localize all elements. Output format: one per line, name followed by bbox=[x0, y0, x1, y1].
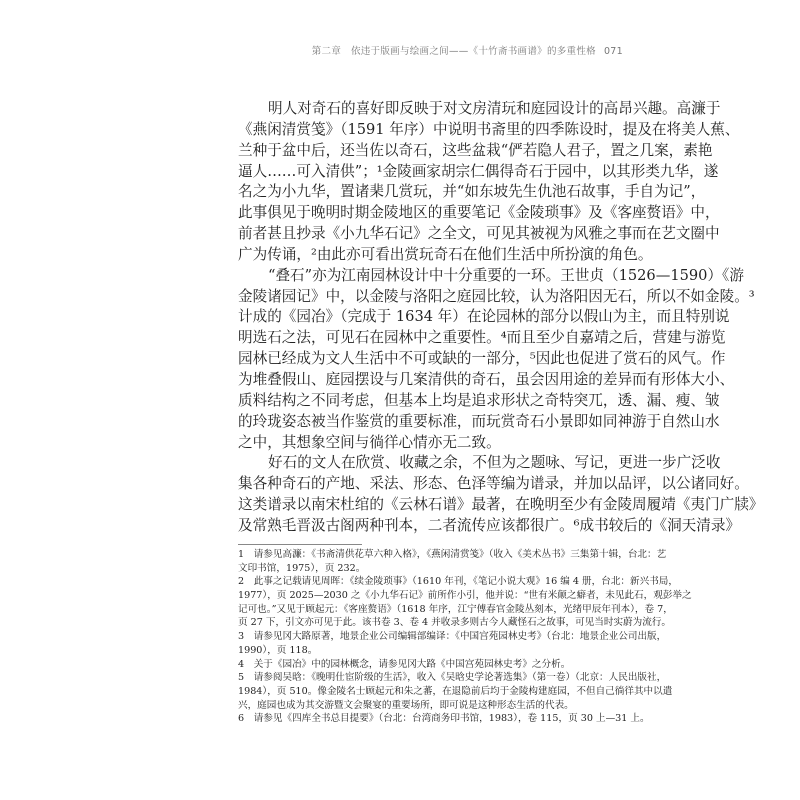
footnote-line: 页 27 下，引文亦可见于此。该书卷 3、卷 4 并收录多则古今人藏怪石之故事，可见当时实蔚为流行。 bbox=[238, 617, 672, 629]
body-line: 之中，其想象空间与徜徉心情亦无二致。 bbox=[238, 433, 501, 451]
footnote-line: 4 关于《园冶》中的园林概念，请参见冈大路《中国宫苑园林史考》之分析。 bbox=[238, 658, 571, 670]
body-line: 的玲珑姿态被当作鉴赏的重要标准，而玩赏奇石小景即如同神游于自然山水 bbox=[238, 412, 720, 430]
footnote-separator bbox=[238, 544, 362, 545]
body-line: 及常熟毛晋汲古阁两种刊本，二者流传应该都很广。⁶成书较后的《洞天清录》 bbox=[238, 516, 741, 534]
footnote-line: 2 此事之记载请见周晖：《续金陵琐事》（1610 年刊，《笔记小说大观》16 编 4 册，台北：新兴书局， bbox=[238, 576, 678, 588]
footnote-line: 5 请参阅吴晗：《晚明仕宦阶级的生活》，收入《吴晗史学论著选集》（第一卷）（北京：人民出版社， bbox=[238, 672, 667, 684]
body-line: 兰种于盆中后，还当佐以奇石，这些盆栽“俨若隐人君子，置之几案，素艳 bbox=[238, 141, 713, 159]
body-line: 计成的《园冶》（完成于 1634 年）在论园林的部分以假山为主，而且特别说 bbox=[238, 308, 730, 326]
body-line: 逼人……可入清供”；¹金陵画家胡宗仁偶得奇石于园中，以其形类九华，遂 bbox=[238, 162, 719, 180]
running-header bbox=[312, 43, 623, 57]
body-line: 这类谱录以南宋杜绾的《云林石谱》最著，在晚明至少有金陵周履靖《夷门广牍》 bbox=[238, 496, 764, 514]
body-line: 质料结构之不同考虑，但基本上均是追求形状之奇特突兀，透、漏、瘦、皱 bbox=[238, 391, 720, 409]
footnote-line: 6 请参见《四库全书总目提要》（台北：台湾商务印书馆，1983），卷 115，页 30 上—31 上。 bbox=[238, 713, 650, 725]
footnotes bbox=[238, 548, 692, 726]
footnote-line: 文印书馆，1975），页 232。 bbox=[238, 562, 366, 574]
body-line: 名之为小九华，置诸棐几赏玩，并“如东坡先生仇池石故事，手自为记”， bbox=[238, 183, 706, 201]
footnote-line: 1 请参见高濂：《书斋清供花草六种入格》，《燕闲清赏笺》（收入《美术丛书》三集第十辑，台北：艺 bbox=[238, 549, 667, 560]
footnote-line: 3 请参见冈大路原著，地景企业公司编辑部编译：《中国宫苑园林史考》（台北：地景企业公司出版， bbox=[238, 631, 667, 643]
body-line: 《燕闲清赏笺》（1591 年序）中说明书斋里的四季陈设时，提及在将美人蕉、 bbox=[238, 120, 740, 138]
footnote-line: 1977），页 2025—2030 之《小九华石记》前所作小引，他并说：“世有米颠之癖者，未见此石，观彭举之 bbox=[238, 590, 692, 602]
footnote-line: 兴，庭园也成为其交游暨文会聚宴的重要场所，即可说是这种形态生活的代表。 bbox=[238, 699, 574, 711]
body-line: 好石的文人在欣赏、收藏之余，不但为之题咏、写记，更进一步广泛收 bbox=[268, 454, 721, 472]
body-line: 集各种奇石的产地、采法、形态、色泽等编为谱录，并加以品评，以公诸同好。 bbox=[238, 475, 749, 493]
body-line: 金陵诸园记》中，以金陵与洛阳之庭园比较，认为洛阳因无石，所以不如金陵。³ bbox=[238, 287, 755, 305]
page-number: 071 bbox=[603, 46, 623, 57]
body-line: 为堆叠假山、庭园摆设与几案清供的奇石，虽会因用途的差异而有形体大小、 bbox=[238, 370, 735, 388]
footnote-line: 记可也。”又见于顾起元：《客座赘语》（1618 年序，江宁傅春官金陵丛刻本，光绪甲辰年刊本），卷 7， bbox=[238, 603, 673, 615]
body-line: 明人对奇石的喜好即反映于对文房清玩和庭园设计的高昂兴趣。高濂于 bbox=[268, 100, 721, 117]
footnote-line: 1990），页 118。 bbox=[238, 644, 318, 656]
body-line: 广为传诵，²由此亦可看出赏玩奇石在他们生活中所扮演的角色。 bbox=[238, 245, 653, 263]
body-line: 前者甚且抄录《小九华石记》之全文，可见其被视为风雅之事而在艺文圈中 bbox=[238, 225, 720, 243]
body-line: 园林已经成为文人生活中不可或缺的一部分，⁵因此也促进了赏石的风气。作 bbox=[238, 350, 726, 368]
body-line: 明选石之法，可见石在园林中之重要性。⁴而且至少自嘉靖之后，营建与游览 bbox=[238, 329, 726, 347]
running-title: 第二章 依违于版画与绘画之间——《十竹斋书画谱》的多重性格 bbox=[311, 46, 596, 57]
body-text bbox=[238, 99, 764, 537]
body-line: 此事俱见于晚明时期金陵地区的重要笔记《金陵琐事》及《客座赘语》中， bbox=[238, 204, 720, 222]
footnote-line: 1984），页 510。像金陵名士顾起元和朱之蕃，在退隐前后均于金陵构建庭园，不但自己徜徉其中以遣 bbox=[238, 685, 673, 697]
body-line: “叠石”亦为江南园林设计中十分重要的一环。王世贞（1526—1590）《游 bbox=[268, 266, 744, 284]
